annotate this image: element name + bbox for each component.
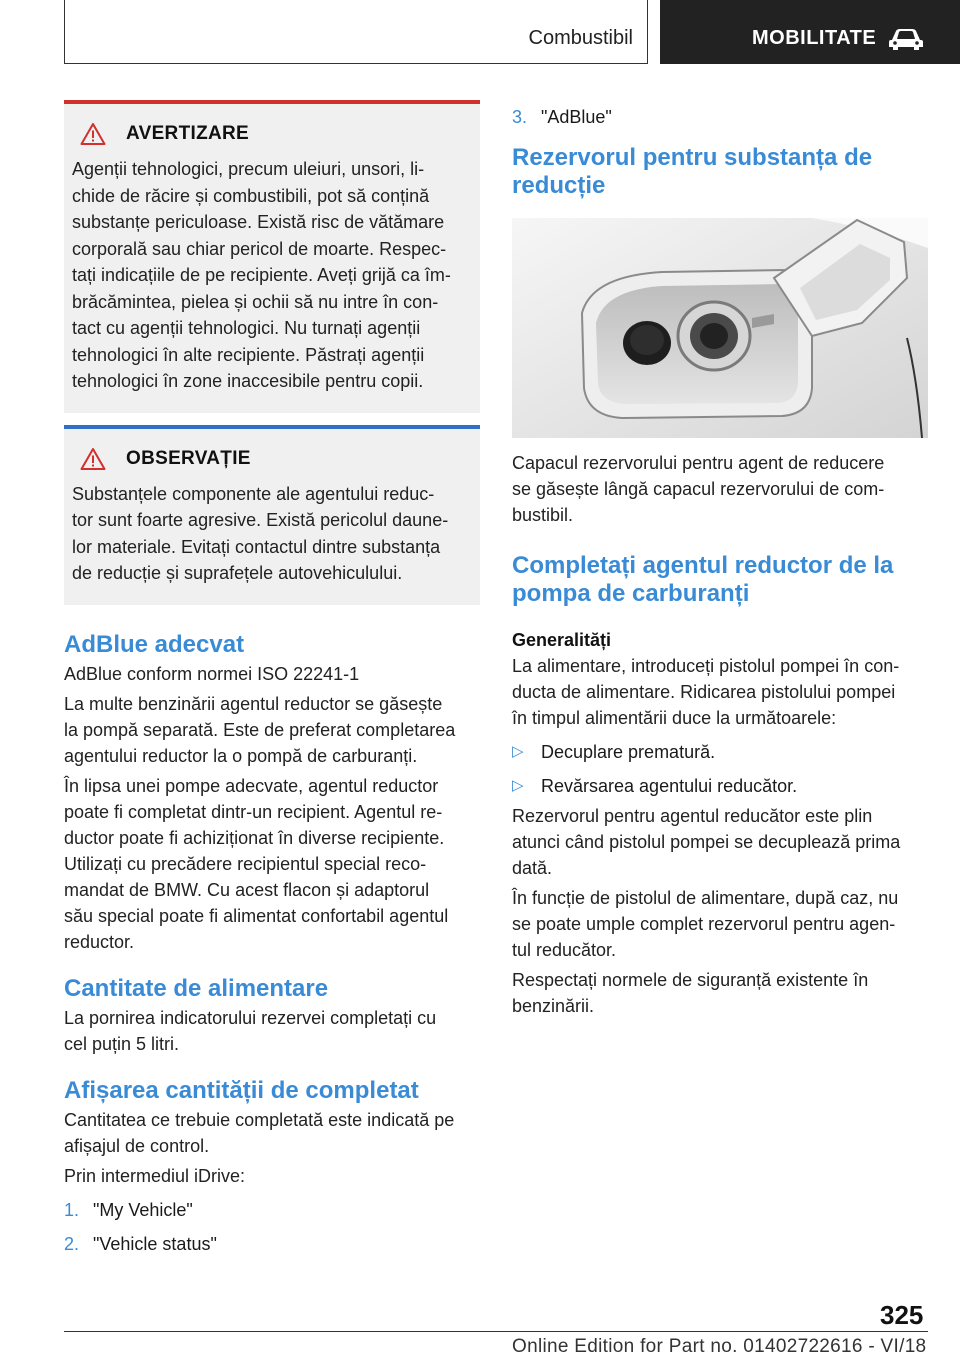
list-item: 1. "My Vehicle" [64, 1199, 193, 1220]
adblue-paragraph: În lipsa unei pompe adecvate, agentul reductor poate fi completat dintr-un recipient. Agentul re- ductor poate fi achiziționat în diverse recipiente. Utilizați cu precădere recipientul special reco- mandat de BMW. Cu acest flacon și adaptorul său special poate fi alimentat confortabil agentul reductor. [64, 775, 449, 952]
safety-paragraph: Respectați normele de siguranță existente în benzinării. [512, 970, 869, 1016]
display-heading: Afișarea cantității de completat [64, 1076, 419, 1104]
adblue-norm: AdBlue conform normei ISO 22241-1 [64, 663, 360, 684]
car-icon [888, 26, 924, 52]
photo-caption: Capacul rezervorului pentru agent de reducere se găsește lângă capacul rezervorului de com- bustibil. [512, 453, 885, 525]
list-item: 3. "AdBlue" [512, 107, 612, 127]
adblue-heading: AdBlue adecvat [64, 630, 245, 658]
general-paragraph: La alimentare, introduceți pistolul pompei în con- ducta de alimentare. Ridicarea pistolului pompei în timpul alimentării duce la următoarele: [512, 656, 900, 728]
edition-text: Online Edition for Part no. 01402722616 - VI/18 [512, 1336, 927, 1357]
right-column [512, 100, 928, 1019]
display-paragraph: Cantitatea ce trebuie completată este indicată pe afișajul de control. [64, 1109, 455, 1156]
idrive-intro: Prin intermediul iDrive: [64, 1165, 246, 1186]
warning-triangle-icon [80, 122, 106, 146]
steps-list [64, 1197, 480, 1257]
general-heading: Generalități [512, 630, 612, 650]
bullet-triangle-icon: ▷ [512, 743, 524, 760]
quantity-paragraph: La pornirea indicatorului rezervei completați cu cel puțin 5 litri. [64, 1007, 437, 1054]
left-column [64, 100, 480, 1257]
tank-heading: Rezervorul pentru substanța de reducție [512, 144, 873, 199]
depends-paragraph: În funcție de pistolul de alimentare, după caz, nu se poate umple complet rezervorul pentru agen- tul reducător. [512, 888, 899, 960]
header-chapter-tab [660, 0, 960, 64]
list-item: ▷ Revărsarea agentului reducător. [512, 773, 928, 799]
bullet-list [512, 739, 928, 799]
warning-title: AVERTIZARE [126, 123, 249, 144]
tank-cap-photo [512, 218, 928, 438]
warning-box [64, 100, 480, 413]
page-number: 325 [880, 1300, 924, 1330]
footer-divider [64, 1331, 928, 1332]
warning-text: Agenții tehnologici, precum uleiuri, unsori, li- chide de răcire și combustibili, pot să conțină substanțe periculoase. Există risc de vătămare corporală sau chiar pericol de moarte. Respec- tați indicațiile de pe recipiente. Aveți grijă ca îm- brăcămintea, pielea și ochii să nu intre în con- tact cu agenții tehnologici. Nu turnați agenții tehnologici în alte recipiente. Păstrați agenții tehnologici în zone inaccesibile pentru copii. [72, 159, 451, 391]
list-item: ▷ Decuplare prematură. [512, 739, 928, 765]
note-box [64, 425, 480, 605]
adblue-paragraph: La multe benzinării agentul reductor se găsește la pompă separată. Este de preferat completarea agentului reductor la o pompă de carburanți. [64, 693, 456, 766]
bullet-triangle-icon: ▷ [512, 777, 524, 794]
quantity-heading: Cantitate de alimentare [64, 974, 329, 1002]
note-title: OBSERVAȚIE [126, 447, 251, 469]
warning-triangle-icon [80, 447, 106, 471]
fill-heading: Completați agentul reductor de la pompa de carburanți [512, 552, 894, 607]
chapter-title: MOBILITATE [752, 27, 877, 49]
list-item: 2. "Vehicle status" [64, 1233, 217, 1254]
full-paragraph: Rezervorul pentru agentul reducător este plin atunci când pistolul pompei se decuplează prima dată. [512, 806, 901, 878]
note-text: Substanțele componente ale agentului reduc- tor sunt foarte agresive. Există pericolul daune- lor materiale. Evitați contactul dintre substanța de reducție și suprafețele autovehiculului. [72, 483, 449, 583]
section-title: Combustibil [528, 27, 633, 49]
header-section-tab [64, 0, 648, 64]
